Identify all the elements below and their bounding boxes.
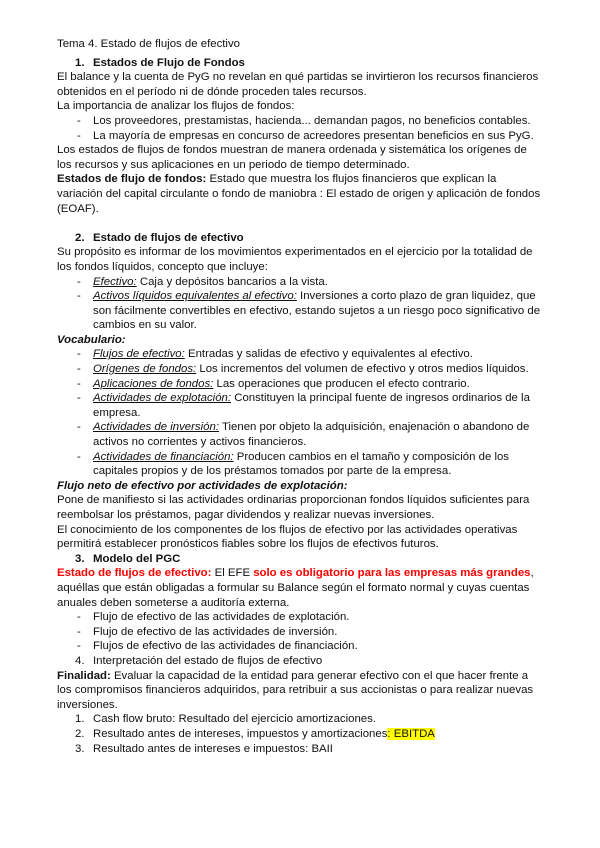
term: Activos líquidos equivalentes al efectivo: — [93, 290, 297, 303]
term: Orígenes de fondos: — [93, 363, 197, 376]
list-item: - Flujos de efectivo de las actividades de financiación. — [57, 639, 543, 654]
numbered-list — [57, 712, 543, 756]
section-title: Estados de Flujo de Fondos — [93, 56, 245, 69]
list-item — [57, 742, 543, 757]
list-item — [57, 362, 543, 377]
bullet-list — [57, 114, 543, 143]
efe-text: El EFE — [211, 567, 254, 580]
item-4-list — [57, 654, 543, 669]
term: Aplicaciones de fondos: — [93, 377, 214, 390]
paragraph: Su propósito es informar de los movimientos experimentados en el ejercicio por la totalidad de los fondos líquidos, concepto que incluye: — [57, 246, 533, 273]
term: Actividades de financiación: — [93, 450, 234, 463]
item-text: Interpretación del estado de flujos de efectivo — [93, 654, 323, 667]
list-item — [57, 654, 543, 669]
document-body — [57, 37, 543, 756]
term-text: Constituyen la principal fuente de ingresos ordinarios de la empresa. — [93, 392, 530, 419]
list-item — [57, 391, 543, 420]
term: Efectivo: — [93, 275, 137, 288]
definition-label: Estados de flujo de fondos: — [57, 173, 207, 186]
term-text: Entradas y salidas de efectivo y equivalentes al efectivo. — [184, 348, 473, 361]
finalidad-label: Finalidad: — [57, 669, 111, 682]
finalidad-text: Evaluar la capacidad de la entidad para generar efectivo con el que hacer frente a los compromisos financieros adquiridos, para retribuir a sus accionistas o para realizar nuevas inversiones. — [57, 669, 534, 711]
term-text: Producen cambios en el tamaño y composición de los capitales propios y de los préstamos tomados por parte de la empresa. — [93, 450, 510, 478]
item-number: 2. — [75, 727, 85, 740]
list-item — [57, 377, 543, 392]
term-text: Caja y depósitos bancarios a la vista. — [136, 275, 328, 288]
section-1-heading — [57, 56, 543, 71]
term-text: Inversiones a corto plazo de gran liquidez, que son fácilmente convertibles en efectivo, estando sujetos a un riesgo poco significativo de cambios en su valor. — [93, 290, 541, 332]
list-item: - Los proveedores, prestamistas, hacienda... demandan pagos, no beneficios contables. — [57, 114, 543, 129]
item-number: 1. — [75, 713, 85, 726]
term: Flujos de efectivo: — [93, 348, 185, 361]
highlighted-text: : EBITDA — [387, 727, 435, 740]
item-number: 3. — [75, 742, 85, 755]
vocabulary-label: Vocabulario: — [57, 333, 126, 346]
list-item — [57, 420, 543, 449]
list-item — [57, 275, 543, 290]
item-number: 4. — [75, 654, 85, 667]
list-item — [57, 450, 543, 479]
item-text: Resultado antes de intereses e impuestos: BAII — [93, 742, 333, 755]
list-item — [57, 289, 543, 333]
flujo-neto-label: Flujo neto de efectivo por actividades de explotación: — [57, 479, 348, 492]
efe-label: Estado de flujos de efectivo: — [57, 567, 212, 580]
efe-paragraph — [57, 566, 543, 610]
list-item: - La mayoría de empresas en concurso de acreedores presentan beneficios en sus PyG. — [57, 129, 543, 144]
paragraph: El balance y la cuenta de PyG no revelan en qué partidas se invirtieron los recursos financieros obtenidos en el período ni de dónde proceden tales recursos. — [57, 71, 539, 98]
definition-text: Estado que muestra los flujos financieros que explican la variación del capital circulante o fondo de maniobra : El estado de origen y aplicación de fondos (EOAF). — [57, 173, 541, 215]
section-title: Modelo del PGC — [93, 552, 181, 565]
item-text: Cash flow bruto: Resultado del ejercicio amortizaciones. — [93, 713, 377, 726]
efe-text: , aquéllas que están obligadas a formular su Balance según el formato normal y cuyas cuentas anuales deben someterse a auditoría externa. — [57, 567, 534, 609]
paragraph: El conocimiento de los componentes de los flujos de efectivo por las actividades operativas permitirá establecer pronósticos fiables sobre los flujos de efectivos futuros. — [57, 523, 518, 551]
section-number: 3. — [75, 552, 85, 565]
list-item: - Flujo de efectivo de las actividades de explotación. — [57, 610, 543, 625]
term: Actividades de explotación: — [93, 392, 232, 405]
section-2-heading — [57, 231, 543, 246]
list-item — [57, 347, 543, 362]
term-text: Las operaciones que producen el efecto contrario. — [213, 377, 470, 390]
list-item: - Flujo de efectivo de las actividades de inversión. — [57, 625, 543, 640]
list-item — [57, 712, 543, 727]
section-number: 2. — [75, 231, 85, 244]
bullet-list — [57, 610, 543, 654]
paragraph: Pone de manifiesto si las actividades ordinarias proporcionan fondos líquidos suficientes para reembolsar los préstamos, pagar dividendos y realizar nuevas inversiones. — [57, 494, 530, 521]
vocabulary-list — [57, 347, 543, 478]
bullet-list — [57, 275, 543, 333]
efe-emphasis: solo es obligatorio para las empresas más grandes — [253, 567, 531, 580]
term-text: Tienen por objeto la adquisición, enajenación o abandono de activos no corrientes y activos financieros. — [93, 421, 530, 449]
section-number: 1. — [75, 56, 85, 69]
finalidad-paragraph — [57, 669, 543, 713]
spacer — [57, 216, 543, 231]
paragraph: Los estados de flujos de fondos muestran de manera ordenada y sistemática los orígenes de los recursos y sus aplicaciones en un periodo de tiempo determinado. — [57, 144, 527, 171]
paragraph: La importancia de analizar los flujos de fondos: — [57, 100, 295, 113]
term: Actividades de inversión: — [93, 421, 219, 434]
definition-paragraph — [57, 172, 543, 216]
list-item — [57, 727, 543, 742]
section-title: Estado de flujos de efectivo — [93, 231, 244, 244]
document-title: Tema 4. Estado de flujos de efectivo — [57, 38, 240, 50]
section-3-heading — [57, 552, 543, 567]
item-text: Resultado antes de intereses, impuestos y amortizaciones — [93, 727, 388, 740]
term-text: Los incrementos del volumen de efectivo y otros medios líquidos. — [196, 363, 529, 376]
